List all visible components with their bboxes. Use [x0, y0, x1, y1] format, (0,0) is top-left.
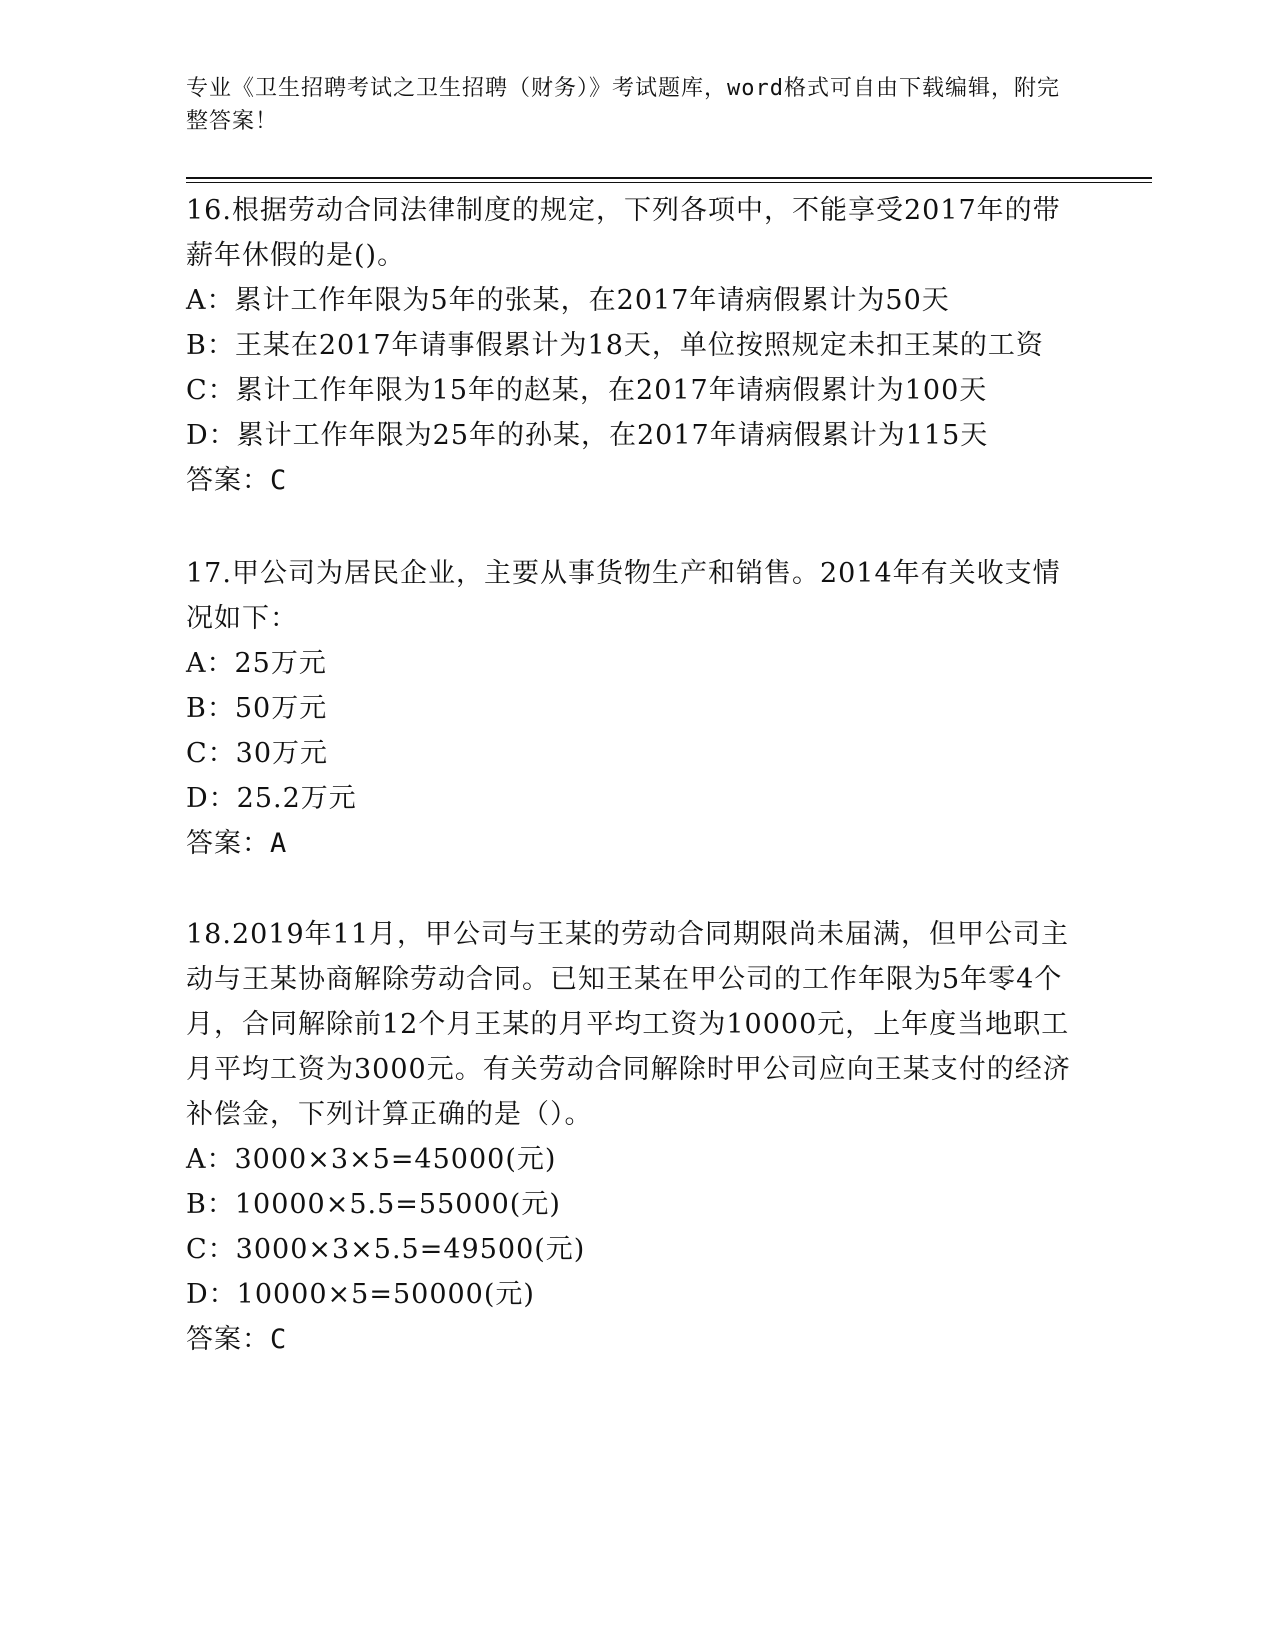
option-b: B：50万元 [186, 693, 328, 724]
option-c: C：30万元 [186, 738, 329, 769]
answer: 答案：A [186, 828, 288, 859]
question-17 [186, 551, 1086, 866]
option-c: C：累计工作年限为15年的赵某，在2017年请病假累计为100天 [186, 375, 988, 406]
question-16 [186, 188, 1086, 503]
option-a: A：25万元 [186, 648, 327, 679]
header-divider-thin [186, 182, 1152, 183]
option-a: A：3000×3×5=45000(元) [186, 1144, 557, 1175]
answer: 答案：C [186, 465, 288, 496]
option-d: D：10000×5=50000(元) [186, 1279, 535, 1310]
option-a: A：累计工作年限为5年的张某，在2017年请病假累计为50天 [186, 285, 950, 316]
question-18 [186, 912, 1086, 1362]
question-stem: 17.甲公司为居民企业，主要从事货物生产和销售。2014年有关收支情况如下： [186, 558, 1061, 634]
option-d: D：25.2万元 [186, 783, 357, 814]
question-stem: 16.根据劳动合同法律制度的规定，下列各项中，不能享受2017年的带薪年休假的是()。 [186, 195, 1061, 271]
question-stem: 18.2019年11月，甲公司与王某的劳动合同期限尚未届满，但甲公司主动与王某协商解除劳动合同。已知王某在甲公司的工作年限为5年零4个月，合同解除前12个月王某的月平均工资为10000元，上年度当地职工月平均工资为3000元。有关劳动合同解除时甲公司应向王某支付的经济补偿金，下列计算正确的是（）。 [186, 919, 1071, 1130]
option-d: D：累计工作年限为25年的孙某，在2017年请病假累计为115天 [186, 420, 989, 451]
option-b: B：王某在2017年请事假累计为18天，单位按照规定未扣王某的工资 [186, 330, 1044, 361]
option-c: C：3000×3×5.5=49500(元) [186, 1234, 586, 1265]
document-header: 专业《卫生招聘考试之卫生招聘（财务）》考试题库，word格式可自由下载编辑，附完整答案！ [186, 76, 1060, 134]
header-divider [186, 177, 1152, 179]
option-b: B：10000×5.5=55000(元) [186, 1189, 561, 1220]
answer: 答案：C [186, 1324, 288, 1355]
